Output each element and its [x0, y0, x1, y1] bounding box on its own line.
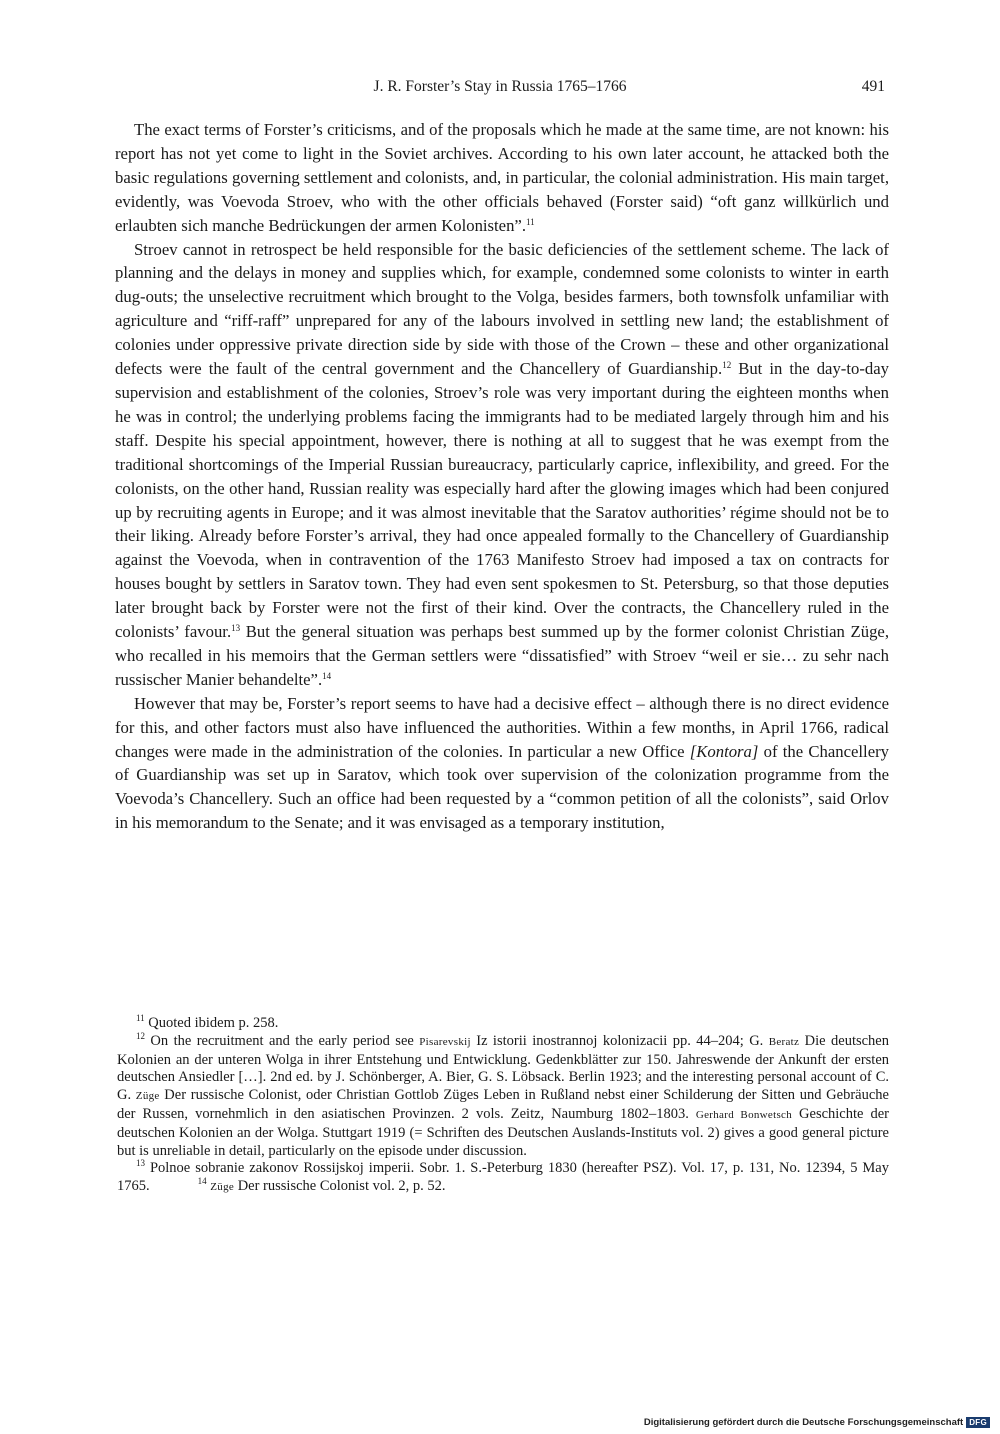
digitization-credit	[644, 1417, 990, 1428]
dfg-logo: DFG	[966, 1417, 990, 1428]
credit-text: Digitalisierung gefördert durch die Deutsche Forschungsgemeinschaft	[643, 1417, 964, 1428]
author-name: Züge	[210, 1181, 235, 1194]
running-title: J. R. Forster’s Stay in Russia 1765–1766	[373, 78, 627, 95]
footnote-ref-11[interactable]: 11	[526, 216, 535, 227]
footnote-ref-12[interactable]: 12	[722, 360, 732, 371]
paragraph-1: The exact terms of Forster’s criticisms, and of the proposals which he made at the same time, are not known: his report has not yet come to light in the Soviet archives. According to his own later account, he attacked both the basic regulations governing settlement and colonists, and, in particular, the colonial administration. His main target, evidently, was Voevoda Stroev, who with the other officials behaved (Forster said) “oft ganz willkürlich und erlaubten sich manche Bedrückungen der armen Kolonisten”.$^{11}$	[115, 120, 889, 235]
paragraph-2: Stroev cannot in retrospect be held responsible for the basic deficiencies of the settlement scheme. The lack of planning and the delays in money and supplies which, for example, condemned some colonists to winter in earth dug-outs; the unselective recruitment which brought to the Volga, besides farmers, both townsfolk unfamiliar with agriculture and “riff-raff” unprepared for any of the labours involved in settling new land; the establishment of colonies under oppressive private direction side by side with those of the Crown – these and other organizational defects were the fault of the central government and the Chancellery of Guardianship.$^{12}$ But in the day-to-day supervision and establishment of the colonies, Stroev’s role was very important during the eighteen months when he was in control; the underlying problems facing the immigrants had to be mediated largely through him and his staff. Despite his special appointment, however, there is nothing at all to suggest that he was exempt from the traditional shortcomings of the Imperial Russian bureaucracy, particularly caprice, inflexibility, and greed. For the colonists, on the other hand, Russian reality was especially hard after the glowing images which had been conjured up by recruiting agents in Europe; and it was almost inevitable that the Saratov authorities’ régime should not be to their liking. Already before Forster’s arrival, they had once appealed formally to the Chancellery of Guardianship against the Voevoda, when in contravention of the 1763 Manifesto Stroev had imposed a tax on contracts for houses bought by settlers in Saratov town. They had even sent spokesmen to St. Petersburg, so that those deputies later brought back by Forster were not the first of their kind. Over the contracts, the Chancellery ruled in the colonists’ favour.$^{13}$ But the general situation was perhaps best summed up by the former colonist Christian Züge, who recalled in his memoirs that the German settlers were “dissatisfied” with Stroev “weil er sie… zu sehr nach russischer Manier behandelte”.$^{14}$	[115, 239, 889, 689]
footnotes	[117, 1015, 889, 1197]
footnote-ref-14[interactable]: 14	[322, 670, 332, 681]
author-name: Züge	[135, 1090, 160, 1103]
footnote-13-14: $^{13}$ Polnoe sobranie zakonov Rossijskoj imperii. Sobr. 1. S.-Peterburg 1830 (hereafter PSZ). Vol. 17, p. 131, No. 12394, 5 May 1765. $^{14}$ Züge Der russische Colonist vol. 2, p. 52.	[117, 1158, 889, 1195]
footnote-ref-13[interactable]: 13	[231, 623, 241, 634]
running-header	[115, 78, 885, 102]
footnote-11: $^{11}$ Quoted ibidem p. 258.	[136, 1013, 279, 1031]
author-name: Beratz	[768, 1035, 800, 1048]
author-name: Gerhard Bonwetsch	[695, 1108, 793, 1121]
footnote-12: $^{12}$ On the recruitment and the early period see Pisarevskij Iz istorii inostrannoj kolonizacii pp. 44–204; G. Beratz Die deutschen Kolonien an der unteren Wolga in ihrer Entstehung und Entwicklung. Gedenkblätter zur 150. Jahreswende der Ankunft der ersten deutschen Ansiedler […]. 2nd ed. by J. Schönberger, A. Bier, G. S. Löbsack. Berlin 1923; and the interesting personal account of C. G. Züge Der russische Colonist, oder Christian Gottlob Züges Leben in Rußland nebst einer Schilderung der Sitten und Gebräuche der Russen, vornehmlich in den asiatischen Provinzen. 2 vols. Zeitz, Naumburg 1802–1803. Gerhard Bonwetsch Geschichte der deutschen Kolonien an der Wolga. Stuttgart 1919 (= Schriften des Deutschen Auslands-Instituts vol. 2) gives a good general picture but is unreliable in detail, particularly on the episode under discussion.	[117, 1030, 889, 1159]
main-text	[115, 118, 889, 835]
kontora-term: [Kontora]	[689, 741, 759, 761]
page-number: 491	[861, 78, 885, 95]
author-name: Pisarevskij	[419, 1035, 471, 1048]
paragraph-3: However that may be, Forster’s report seems to have had a decisive effect – although there is no direct evidence for this, and other factors must also have influenced the authorities. Within a few months, in April 1766, radical changes were made in the administration of the colonies. In particular a new Office [Kontora] of the Chancellery of Guardianship was set up in Saratov, which took over supervision of the colonization programme from the Voevoda’s Chancellery. Such an office had been requested by a “common petition of all the colonists”, said Orlov in his memorandum to the Senate; and it was envisaged as a temporary institution,	[115, 693, 889, 833]
